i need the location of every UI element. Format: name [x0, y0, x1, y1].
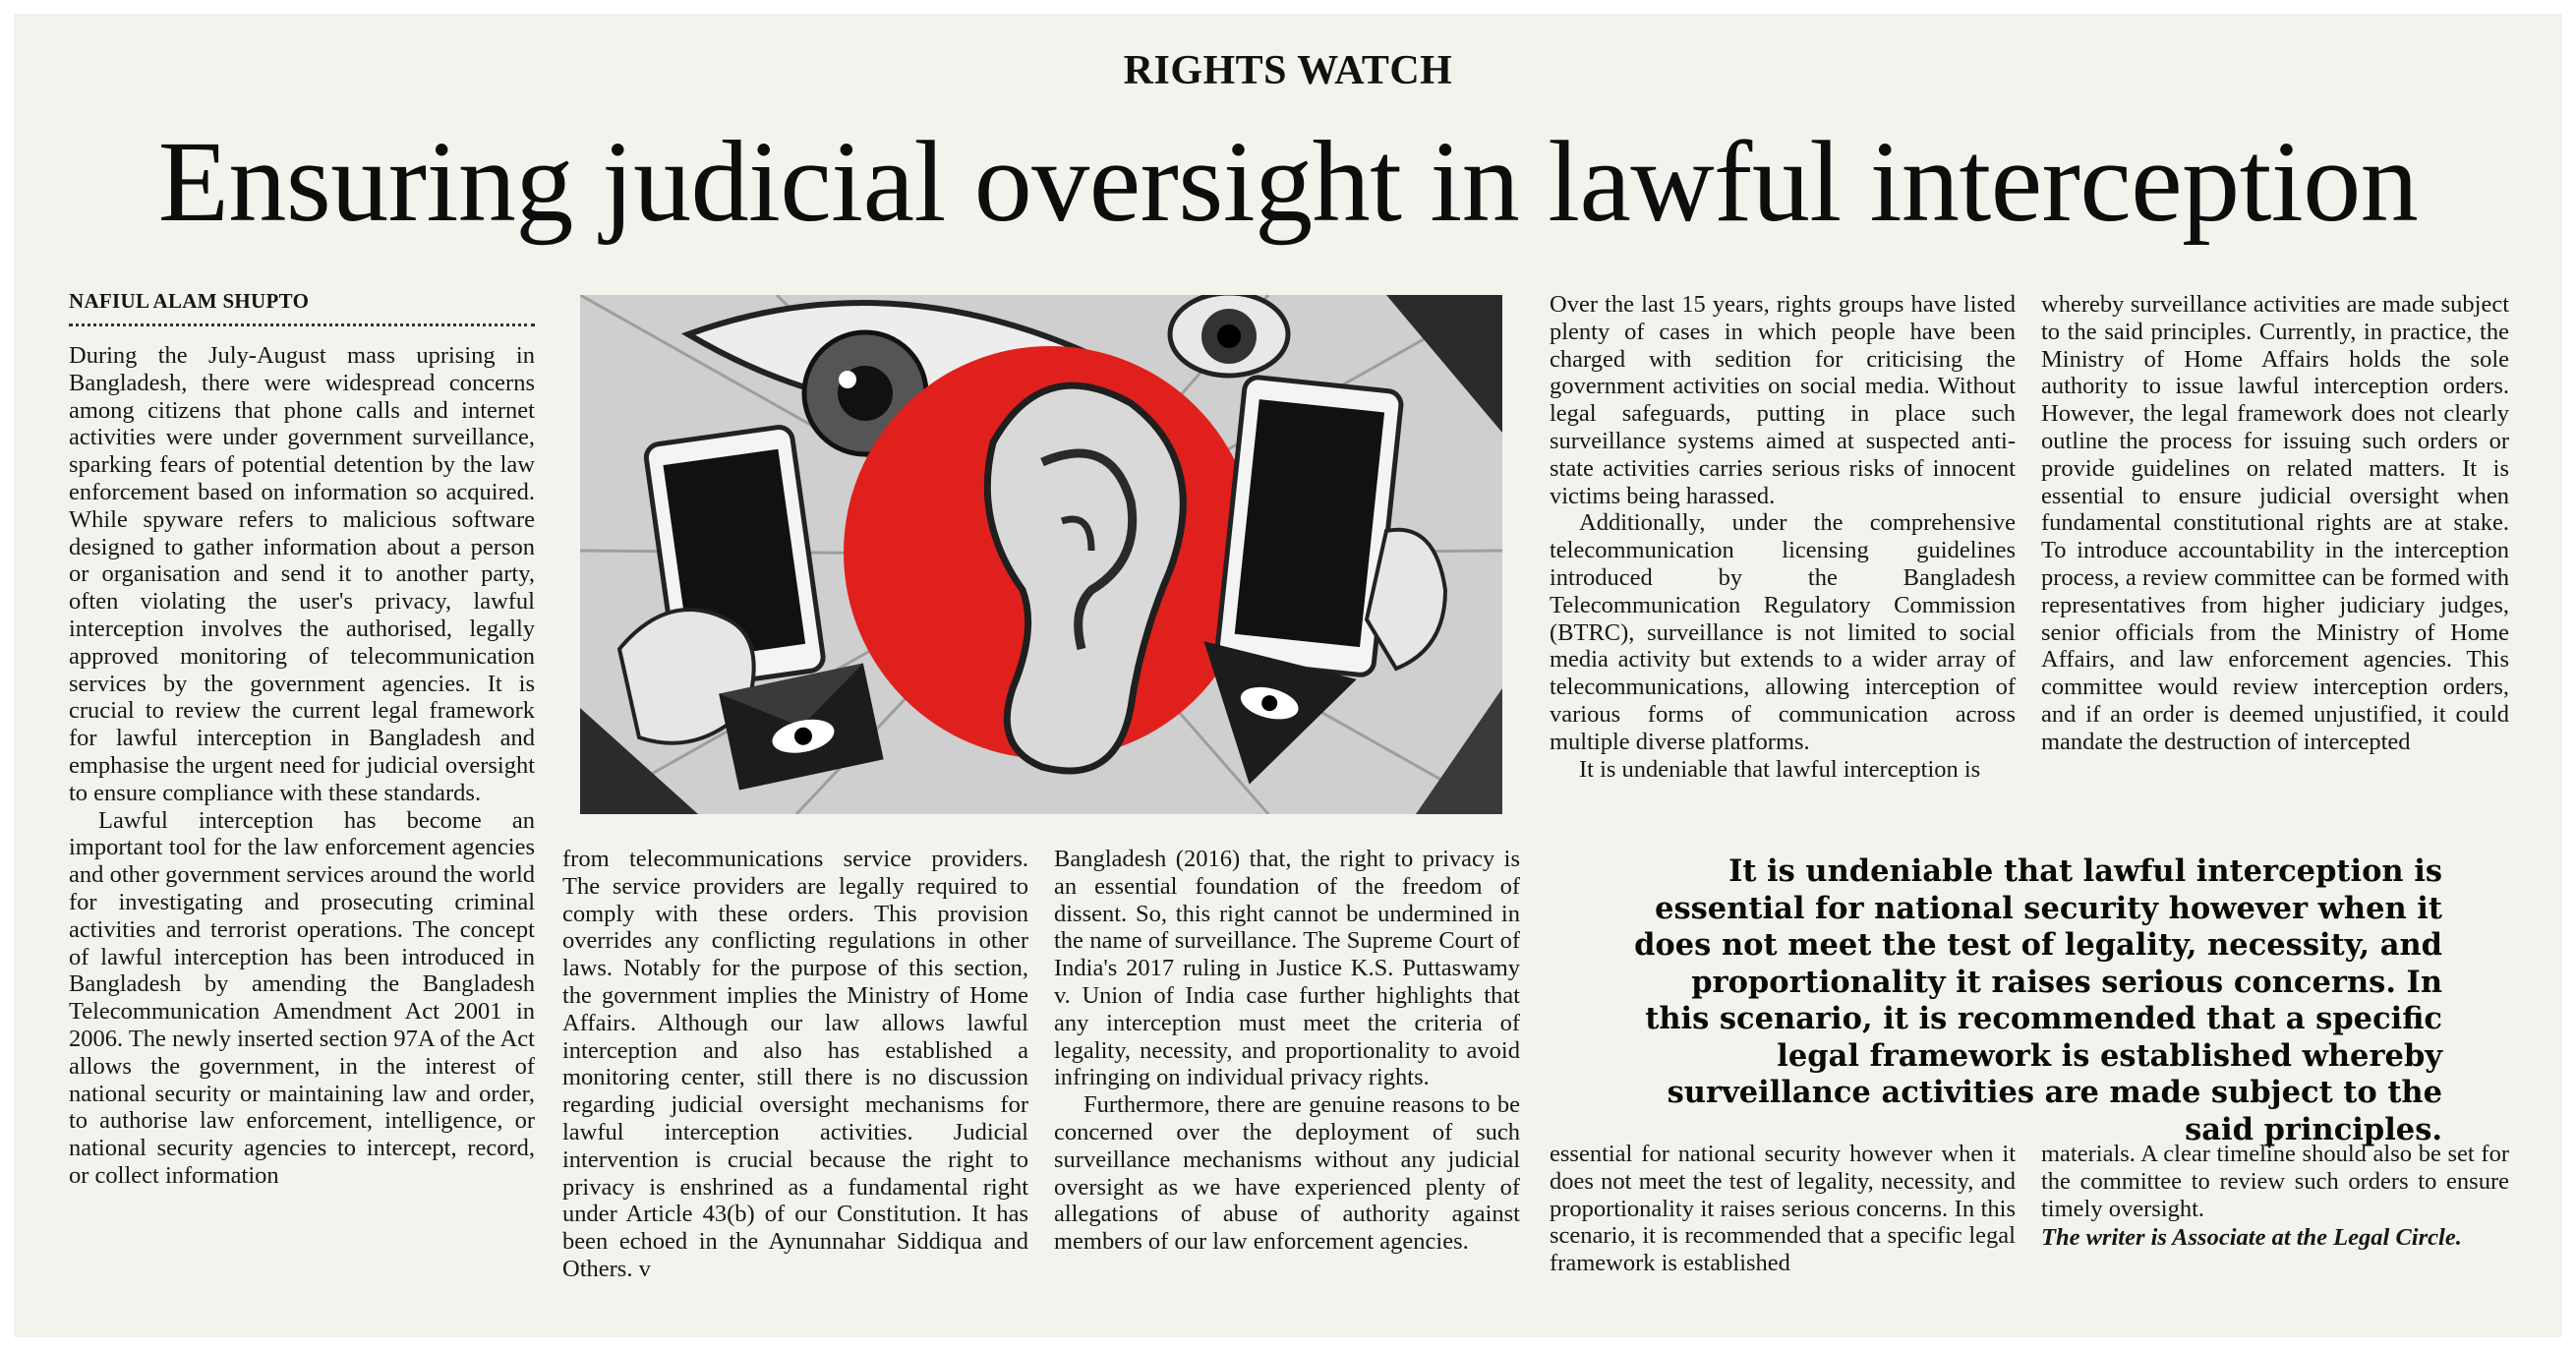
paragraph: During the July-August mass uprising in Bangladesh, there were widespread concerns among citizens that phone calls and internet activities were under government surveillance, sparking fears of potential detention by the law enforcement based on information so acquired. While spyware refers to malicious software designed to gather information about a person or organisation and send it to another party, often violating the user's privacy, lawful interception involves the authorised, legally approved monitoring of telecommunication services by the government agencies. It is crucial to review the current legal framework for lawful interception in Bangladesh and emphasise the urgent need for judicial oversight to ensure compliance with these standards.: [69, 342, 535, 806]
paragraph: Bangladesh (2016) that, the right to privacy is an essential foundation of the freedom of dissent. So, this right cannot be undermined in the name of surveillance. The Supreme Court of India's 2017 ruling in Justice K.S. Puttaswamy v. Union of India case further highlights that any interception must meet the criteria of legality, necessity, and proportionality to avoid infringing on individual privacy rights.: [1054, 846, 1520, 1091]
paragraph: essential for national security however when it does not meet the test of legality, necessity, and proportionality it raises serious concerns. In this scenario, it is recommended that a specific legal framework is established: [1550, 1141, 2016, 1277]
article-column-6: [1550, 1141, 2016, 1298]
paragraph: It is undeniable that lawful interception is: [1579, 755, 1981, 783]
article-column-5: [2041, 291, 2509, 810]
article-column-2: [562, 846, 1028, 1298]
author-credit: The writer is Associate at the Legal Circle.: [2041, 1224, 2462, 1252]
surveillance-ear-illustration-icon: [580, 295, 1502, 814]
paragraph: Over the last 15 years, rights groups have listed plenty of cases in which people have been charged with sedition for criticising the government activities on social media. Without legal safeguards, putting in place such surveillance systems aimed at suspected anti-state activities carries serious risks of innocent victims being harassed.: [1550, 291, 2016, 509]
headline: Ensuring judicial oversight in lawful interception: [157, 117, 2419, 246]
article-column-4: [1550, 291, 2016, 810]
byline: NAFIUL ALAM SHUPTO: [69, 289, 535, 326]
paragraph: Lawful interception has become an important tool for the law enforcement agencies and other government services around the world for investigating and prosecuting criminal activities and terrorist operations. The concept of lawful interception has been introduced in Bangladesh by amending the Bangladesh Telecommunication Amendment Act 2001 in 2006. The newly inserted section 97A of the Act allows the government, in the interest of national security or maintaining law and order, to authorise law enforcement, intelligence, or national security agencies to intercept, record, or collect information: [69, 806, 535, 1189]
section-label: RIGHTS WATCH: [1123, 48, 1453, 93]
paragraph: whereby surveillance activities are made subject to the said principles. Currently, in practice, the Ministry of Home Affairs holds the sole authority to issue lawful interception orders. However, the legal framework does not clearly outline the process for issuing such orders or provide guidelines on related matters. It is essential to ensure judicial oversight when fundamental constitutional rights are at stake. To introduce accountability in the interception process, a review committee can be formed with representatives from higher judiciary judges, senior officials from the Ministry of Home Affairs, and law enforcement agencies. This committee would review interception orders, and if an order is deemed unjustified, it could mandate the destruction of intercepted: [2041, 291, 2509, 755]
article-column-3: [1054, 846, 1520, 1298]
article-column-1: [69, 342, 535, 1298]
paragraph: Furthermore, there are genuine reasons to be concerned over the deployment of such surveillance mechanisms without any judicial oversight as we have experienced plenty of allegations of abuse of authority against members of our law enforcement agencies.: [1054, 1091, 1520, 1256]
paragraph: from telecommunications service providers. The service providers are legally required to comply with these orders. This provision overrides any conflicting regulations in other laws. Notably for the purpose of this section, the government implies the Ministry of Home Affairs. Although our law allows lawful interception and also has established a monitoring center, still there is no discussion regarding judicial oversight mechanisms for lawful interception activities. Judicial intervention is crucial because the right to privacy is enshrined as a fundamental right under Article 43(b) of our Constitution. It has been echoed in the Aynunnahar Siddiqua and Others. v: [562, 846, 1028, 1282]
paragraph: Additionally, under the comprehensive telecommunication licensing guidelines introduced by the Bangladesh Telecommunication Regulatory Commission (BTRC), surveillance is not limited to social media activity but extends to a wider array of telecommunications, allowing interception of various forms of communication across multiple diverse platforms.: [1550, 509, 2016, 755]
pull-quote: It is undeniable that lawful interception is essential for national security however when it does not meet the test of legality, necessity, and proportionality it raises serious concerns. In this scenario, it is recommended that a specific legal framework is established whereby surveillance activities are made subject to the said principles.: [1634, 853, 2442, 1147]
paragraph: materials. A clear timeline should also be set for the committee to review such orders to ensure timely oversight.: [2041, 1141, 2509, 1222]
article-column-7: [2041, 1141, 2509, 1298]
